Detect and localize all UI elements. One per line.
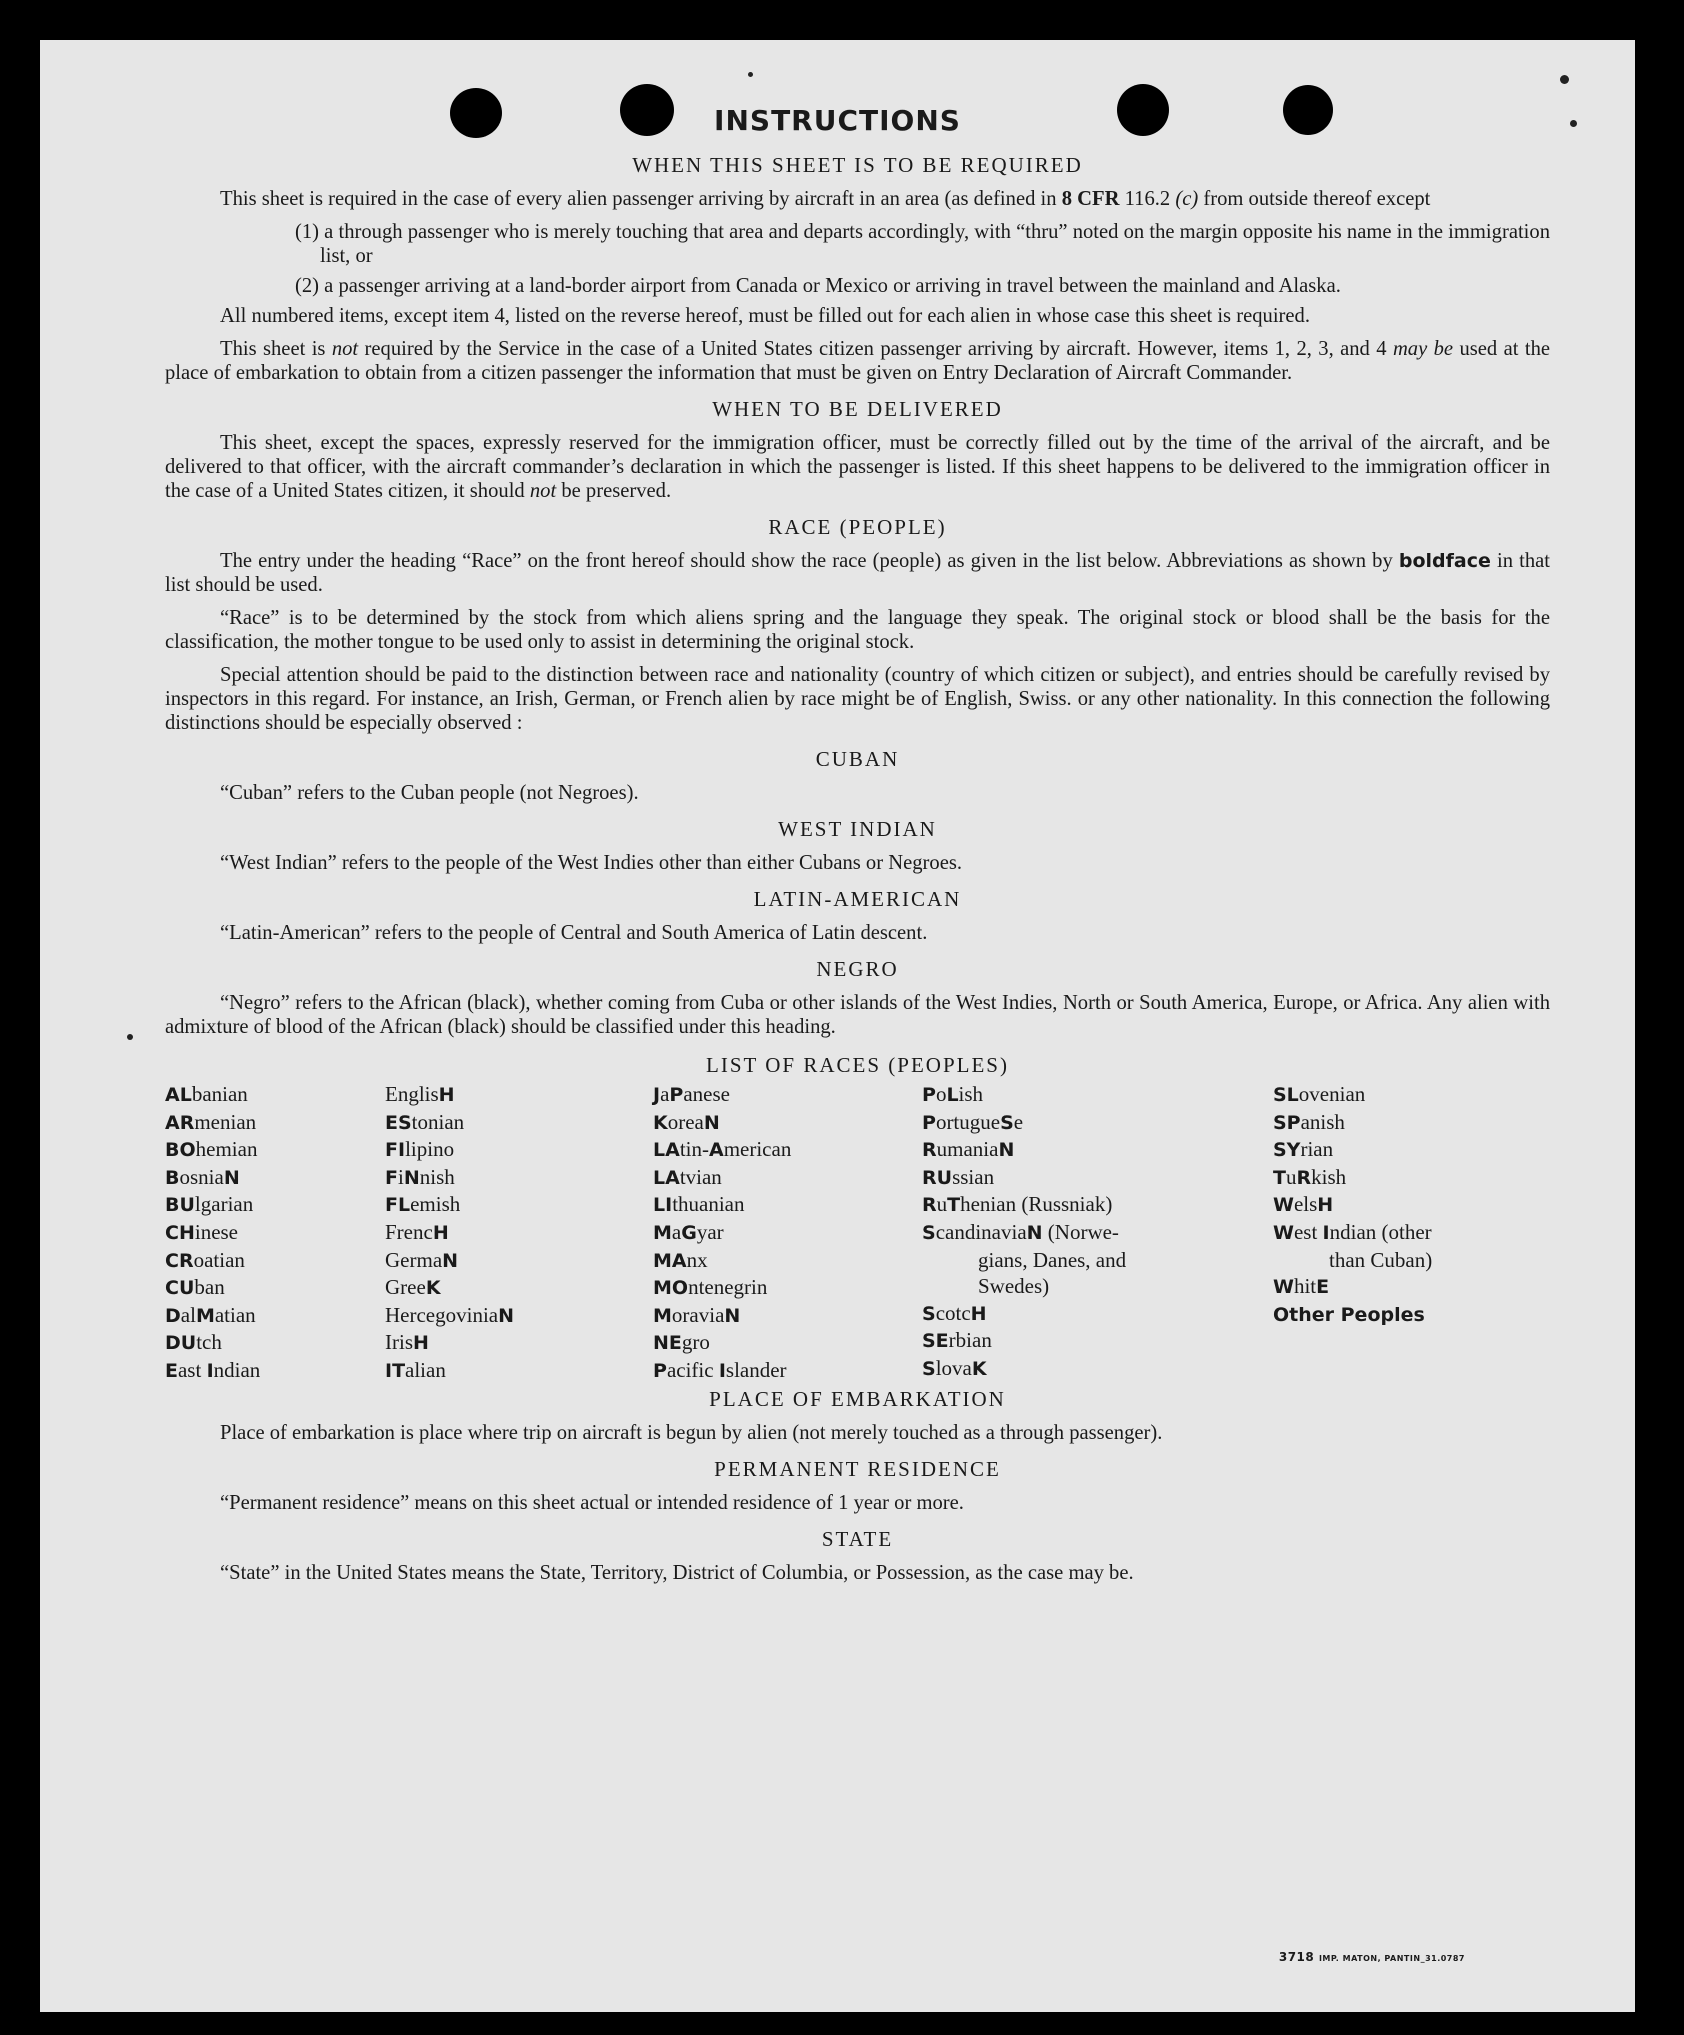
paragraph: Place of embarkation is place where trip on aircraft is begun by alien (not merely touched as a through passenger). [220,1422,1163,1444]
paragraph: This sheet is not required by the Service in the case of a United States citizen passenger arriving by aircraft. However, items 1, 2, 3, and 4 may be used at the place of embarkation to obtain from a citizen passenger the information that must be given on Entry Declaration of Aircraft Commander. [165,338,1551,384]
race-column [922,1081,1126,1383]
race-entry: EnglisH [385,1082,455,1106]
race-entry: ITalian [385,1357,446,1382]
race-entry: IrisH [385,1330,429,1355]
exception-item: (1) a through passenger who is merely touching that area and departs accordingly, with “thru” noted on the margin opposite his name in the immigration list, or [295,221,1550,267]
section-heading: LIST OF RACES (PEOPLES) [706,1053,1009,1077]
paragraph: “Permanent residence” means on this sheet actual or intended residence of 1 year or more. [220,1492,964,1514]
race-entry: PortugueSe [922,1109,1024,1134]
race-entry: GreeK [385,1275,441,1300]
race-entry: West Indian (other [1273,1219,1432,1244]
speck [1560,75,1569,84]
paragraph: Special attention should be paid to the distinction between race and nationality (country of which citizen or subject), and entries should be carefully revised by inspectors in this regard. For instance, an Irish, German, or French alien by race might be of English, Swiss. or any other nationality. In this connection the following distinctions should be especially observed : [165,664,1550,734]
race-entry: RuThenian (Russniak) [922,1192,1113,1217]
race-entry: SlovaK [922,1355,987,1380]
paragraph: “West Indian” refers to the people of the West Indies other than either Cubans or Negroes. [220,852,963,874]
section-heading: WEST INDIAN [778,817,937,841]
race-entry: East Indian [165,1357,261,1382]
race-entry: MOntenegrin [653,1275,768,1300]
paragraph: This sheet is required in the case of every alien passenger arriving by aircraft in an area (as defined in 8 CFR 116.2 (c) from outside thereof except [220,188,1431,210]
section-heading: RACE (PEOPLE) [768,515,947,539]
race-entry: LIthuanian [653,1192,745,1217]
printer-name: IMP. MATON, PANTIN_31.0787 [1318,1954,1465,1963]
section-heading: STATE [821,1527,894,1551]
race-entry: PoLish [922,1082,984,1106]
race-entry: BUlgarian [165,1192,254,1217]
paragraph: This sheet, except the spaces, expressly reserved for the immigration officer, must be correctly filled out by the time of the arrival of the aircraft, and be delivered to that officer, with the aircraft commander’s declaration in which the passenger is listed. If this sheet happens to be delivered to the immigration officer in the case of a United States citizen, it should not be preserved. [165,432,1550,502]
race-entry: FiNnish [385,1164,455,1189]
paragraph: All numbered items, except item 4, listed on the reverse hereof, must be filled out for each alien in whose case this sheet is required. [220,305,1310,327]
race-entry: DUtch [165,1330,222,1355]
race-entry: ScotcH [922,1300,987,1325]
race-column [165,1081,260,1385]
speck [748,72,753,77]
race-entry: KoreaN [653,1109,720,1134]
race-entry: FIlipino [385,1137,455,1162]
speck [127,1034,133,1040]
race-entry: RumaniaN [922,1137,1015,1162]
exception-item: (2) a passenger arriving at a land-border airport from Canada or Mexico or arriving in travel between the mainland and Alaska. [295,275,1341,297]
printer-imprint [1279,1950,1465,1964]
section-heading: CUBAN [815,747,900,771]
race-entry: WhitE [1273,1274,1330,1299]
document-sheet [40,40,1635,2012]
race-entry: NEgro [653,1330,710,1355]
paragraph: “State” in the United States means the State, Territory, District of Columbia, or Possession, as the case may be. [220,1562,1134,1584]
paragraph: “Latin-American” refers to the people of Central and South America of Latin descent. [220,922,928,944]
form-number: 3718 [1278,1950,1315,1964]
race-entry: WelsH [1273,1192,1334,1217]
race-entry: SLovenian [1273,1082,1366,1106]
race-entry: HercegoviniaN [385,1302,515,1327]
race-entry: SYrian [1273,1137,1334,1162]
race-entry: ALbanian [165,1082,248,1106]
section-heading: WHEN THIS SHEET IS TO BE REQUIRED [632,153,1083,177]
race-entry: DalMatian [165,1302,256,1327]
race-entry: gians, Danes, and [978,1247,1127,1272]
race-entry: FLemish [385,1192,461,1217]
section-heading: PERMANENT RESIDENCE [714,1457,1001,1481]
race-entry: JaPanese [653,1082,730,1106]
race-entry: TuRkish [1273,1164,1347,1189]
race-entry: Swedes) [978,1274,1050,1299]
race-entry: MoraviaN [653,1302,741,1327]
race-entry: BOhemian [165,1137,258,1162]
race-column [385,1081,514,1385]
race-entry: RUssian [922,1164,995,1189]
race-entry: SPanish [1273,1109,1345,1134]
race-entry: than Cuban) [1329,1247,1433,1272]
race-entry: ARmenian [165,1109,257,1134]
race-entry: BosniaN [165,1164,240,1189]
section-heading: WHEN TO BE DELIVERED [712,397,1003,421]
race-entry: MAnx [653,1247,708,1272]
paragraph: The entry under the heading “Race” on the front hereof should show the race (people) as given in the list below. Abbreviations as shown by boldface in that list should be used. [165,550,1550,596]
race-entry: MaGyar [653,1219,724,1244]
race-entry: ScandinaviaN (Norwe- [922,1219,1119,1244]
race-column [1273,1081,1432,1328]
race-entry: Pacific Islander [653,1357,787,1382]
race-list [165,1081,1550,1381]
race-entry: CHinese [165,1219,239,1244]
page-title: INSTRUCTIONS [714,104,961,137]
paragraph: “Race” is to be determined by the stock from which aliens spring and the language they speak. The original stock or blood shall be the basis for the classification, the mother tongue to be used only to assist in determining the original stock. [165,607,1550,653]
race-entry: CUban [165,1275,225,1300]
section-heading: NEGRO [816,957,899,981]
section-heading: PLACE OF EMBARKATION [709,1387,1006,1411]
race-column [653,1081,791,1385]
paragraph: “Negro” refers to the African (black), whether coming from Cuba or other islands of the West Indies, North or South America, Europe, or Africa. Any alien with admixture of blood of the African (black) should be classified under this heading. [165,992,1550,1038]
section-heading: LATIN-AMERICAN [753,887,962,911]
race-entry: LAtvian [653,1164,722,1189]
race-entry: SErbian [922,1328,992,1353]
race-entry: Other Peoples [1273,1303,1425,1326]
instructions-body [165,153,1550,1594]
race-entry: FrencH [385,1219,449,1244]
race-entry: LAtin-American [653,1137,792,1162]
race-entry: CRoatian [165,1247,245,1272]
paragraph: “Cuban” refers to the Cuban people (not Negroes). [220,782,639,804]
race-entry: EStonian [385,1109,465,1134]
race-entry: GermaN [385,1247,459,1272]
